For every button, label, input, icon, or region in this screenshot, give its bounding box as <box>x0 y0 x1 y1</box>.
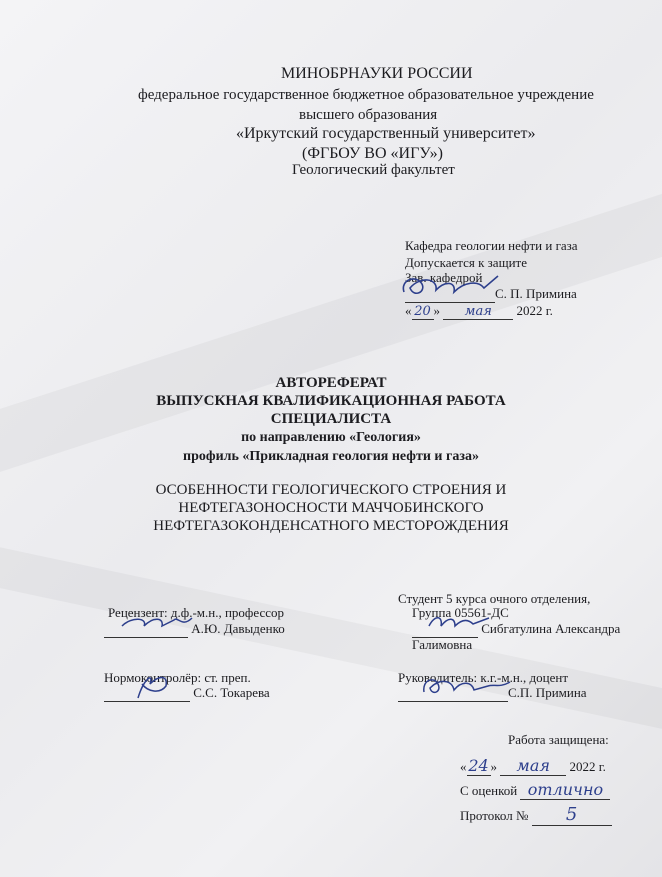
university-name: «Иркутский государственный университет» <box>236 125 536 142</box>
normcontrol-label: Нормоконтролёр: ст. преп. <box>104 670 251 685</box>
student-course: Студент 5 курса очного отделения, <box>398 591 591 606</box>
approval-date-day: 20 <box>412 304 434 320</box>
work-title-line1: ВЫПУСКНАЯ КВАЛИФИКАЦИОННАЯ РАБОТА <box>156 393 506 409</box>
normcontrol-signature-icon <box>128 668 188 702</box>
head-label: Зав. кафедрой <box>405 270 483 285</box>
defense-date-day: 24 <box>468 756 489 775</box>
topic-line1: ОСОБЕННОСТИ ГЕОЛОГИЧЕСКОГО СТРОЕНИЯ И <box>155 482 507 498</box>
approval-date-year: 2022 г. <box>516 303 553 318</box>
reviewer-name: А.Ю. Давыденко <box>191 621 285 636</box>
institution-line1: федеральное государственное бюджетное образовательное учреждение <box>138 87 594 103</box>
approval-date-month: мая <box>443 304 513 320</box>
department-name: Кафедра геологии нефти и газа <box>405 238 578 253</box>
faculty-name: Геологический факультет <box>292 162 455 178</box>
university-short: (ФГБОУ ВО «ИГУ») <box>302 145 443 162</box>
supervisor-label: Руководитель: к.г.-м.н., доцент <box>398 670 569 685</box>
ministry-name: МИНОБРНАУКИ РОССИИ <box>281 65 473 82</box>
reviewer-label: Рецензент: д.ф.-м.н., профессор <box>108 605 284 620</box>
approval-date: « 20 » мая 2022 г. <box>405 303 553 319</box>
grade-line <box>460 780 610 800</box>
normcontrol-name: С.С. Токарева <box>193 685 270 700</box>
supervisor-signature-icon <box>418 672 514 700</box>
defense-date-year: 2022 г. <box>569 759 606 774</box>
defense-label: Работа защищена: <box>508 732 609 747</box>
protocol-line <box>460 804 612 826</box>
reviewer-signature-icon <box>118 610 198 636</box>
defense-date-month: мая <box>500 756 566 776</box>
protocol-value: 5 <box>532 804 612 826</box>
student-name-line1: Сибгатулина Александра <box>481 621 621 636</box>
profile: профиль «Прикладная геология нефти и газа» <box>183 449 479 464</box>
protocol-label: Протокол № <box>460 808 529 823</box>
student-name-line2: Галимовна <box>412 637 473 652</box>
student-signature-icon <box>425 610 495 634</box>
doc-type: АВТОРЕФЕРАТ <box>275 375 387 391</box>
head-signature-icon <box>398 270 508 304</box>
grade-value: отлично <box>520 780 610 800</box>
defense-date: « 24 » мая 2022 г. <box>460 756 606 775</box>
institution-line2: высшего образования <box>299 107 438 123</box>
head-name: С. П. Примина <box>495 286 577 301</box>
grade-label: С оценкой <box>460 783 518 798</box>
supervisor-name: С.П. Примина <box>508 685 587 700</box>
student-group: Группа 05561-ДС <box>412 605 509 620</box>
paper-crease <box>0 537 662 742</box>
direction: по направлению «Геология» <box>241 430 421 445</box>
topic-line3: НЕФТЕГАЗОКОНДЕНСАТНОГО МЕСТОРОЖДЕНИЯ <box>153 518 509 534</box>
work-title-line2: СПЕЦИАЛИСТА <box>270 411 392 427</box>
admitted-label: Допускается к защите <box>405 255 527 270</box>
topic-line2: НЕФТЕГАЗОНОСНОСТИ МАЧЧОБИНСКОГО <box>178 500 484 516</box>
